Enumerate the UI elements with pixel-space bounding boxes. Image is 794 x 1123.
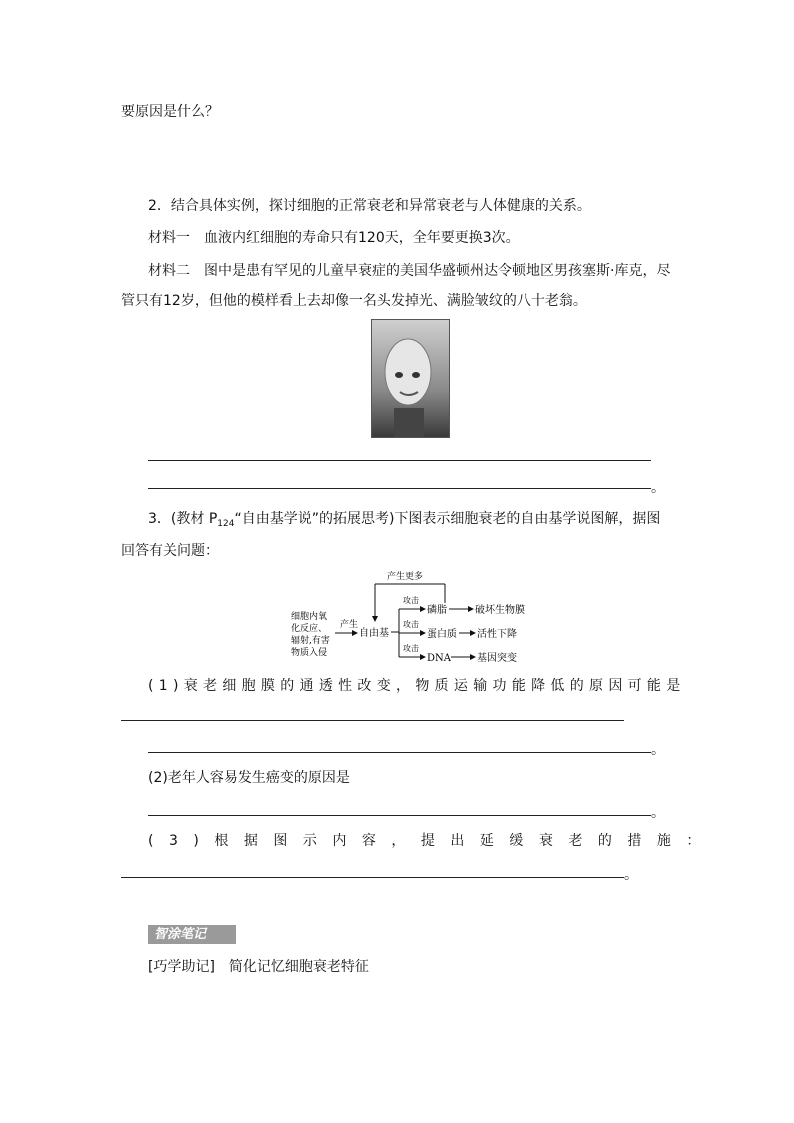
target-protein: 蛋白质 xyxy=(427,629,457,640)
period: 。 xyxy=(651,742,665,758)
answer-line-sub3[interactable] xyxy=(121,877,624,878)
answer-line-sub2[interactable] xyxy=(148,815,651,816)
material-1: 材料一 血液内红细胞的寿命只有120天，全年要更换3次。 xyxy=(148,230,520,246)
attack-label-1: 攻击 xyxy=(403,596,419,605)
answer-line-sub1-b[interactable] xyxy=(148,752,651,753)
cause-line-3: 辐射,有害 xyxy=(291,636,330,646)
target-dna: DNA xyxy=(427,653,451,664)
attack-label-3: 攻击 xyxy=(403,644,419,653)
period: 。 xyxy=(624,867,638,883)
memory-tip: [巧学助记] 简化记忆细胞衰老特征 xyxy=(148,959,369,975)
sub-question-1: (1)衰老细胞膜的通透性改变，物质运输功能降低的原因可能是 xyxy=(148,678,686,694)
material-2-line-1: 材料二 图中是患有罕见的儿童早衰症的美国华盛顿州达令顿地区男孩塞斯·库克，尽 xyxy=(148,263,671,279)
attack-label-2: 攻击 xyxy=(403,620,419,629)
question-continuation: 要原因是什么？ xyxy=(121,104,219,120)
q3-page-subscript: 124 xyxy=(217,519,235,529)
cause-line-1: 细胞内氧 xyxy=(291,612,328,622)
q3-text-b: “自由基学说”的拓展思考)下图表示细胞衰老的自由基学说图解，据图 xyxy=(234,511,661,527)
result-activity: 活性下降 xyxy=(477,629,517,640)
answer-line-q2-2[interactable] xyxy=(148,488,651,489)
result-mutation: 基因突变 xyxy=(477,653,517,664)
material-2-line-2: 管只有12岁，但他的模样看上去却像一名头发掉光、满脸皱纹的八十老翁。 xyxy=(121,293,587,309)
label-produce: 产生 xyxy=(340,620,359,630)
result-membrane: 破坏生物膜 xyxy=(475,605,525,616)
question-2-title: 2．结合具体实例，探讨细胞的正常衰老和异常衰老与人体健康的关系。 xyxy=(148,198,591,214)
period: 。 xyxy=(651,480,665,496)
question-3-line-2: 回答有关问题： xyxy=(121,543,219,559)
sub-question-3: (3)根据图示内容，提出延缓衰老的措施： xyxy=(148,833,716,849)
target-phospholipid: 磷脂 xyxy=(427,605,447,616)
cause-line-2: 化反应、 xyxy=(291,624,328,634)
free-radical: 自由基 xyxy=(359,628,389,639)
q3-text-a: 3．(教材 P xyxy=(148,511,218,527)
period: 。 xyxy=(651,805,665,821)
free-radical-diagram xyxy=(285,565,535,665)
sub-question-2: (2)老年人容易发生癌变的原因是 xyxy=(148,770,350,786)
boy-face-illustration xyxy=(372,320,449,437)
cause-line-4: 物质入侵 xyxy=(291,648,328,658)
label-produce-more: 产生更多 xyxy=(387,572,424,582)
boy-photo xyxy=(371,319,450,438)
notes-badge: 智涂笔记 xyxy=(148,925,236,944)
question-3-line-1 xyxy=(148,509,660,534)
answer-line-q2-1[interactable] xyxy=(148,460,651,461)
answer-line-sub1-a[interactable] xyxy=(121,720,624,721)
